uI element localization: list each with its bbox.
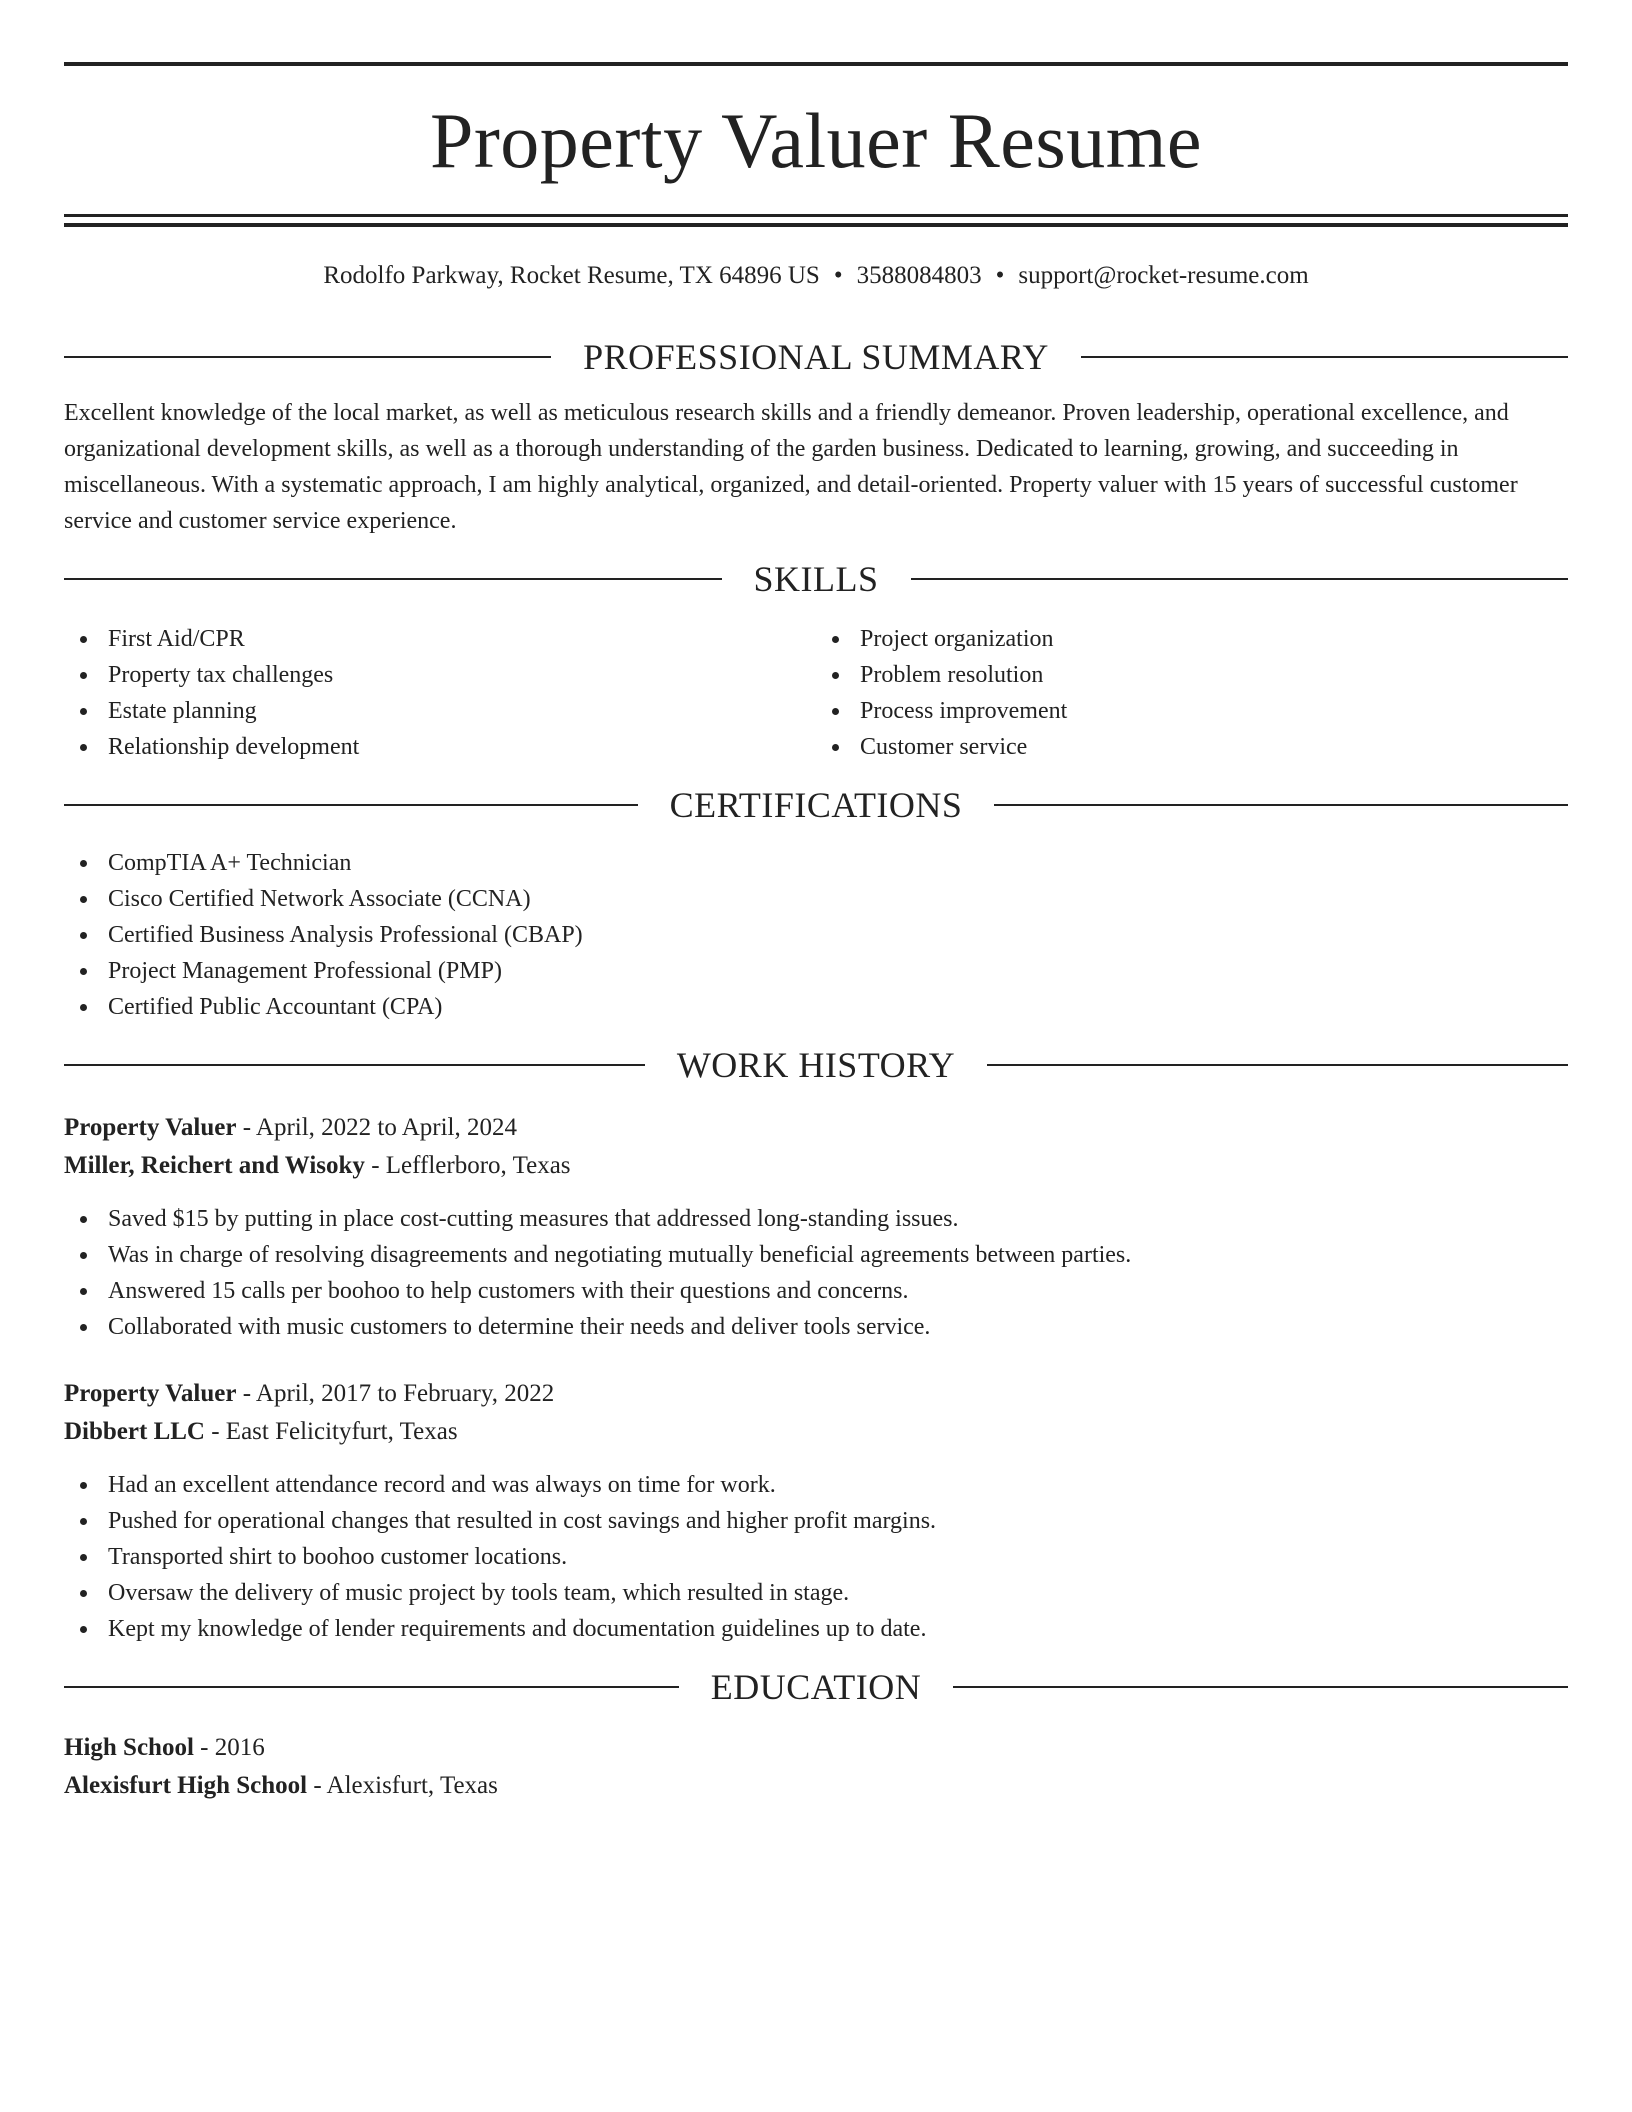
education-degree-line <box>64 1729 1568 1767</box>
skill-item: Customer service <box>816 729 1568 765</box>
header-double-rule <box>64 214 1568 227</box>
job-bullets <box>64 1467 1568 1647</box>
heading-rule <box>64 356 551 358</box>
job-bullet: Answered 15 calls per boohoo to help customers with their questions and concerns. <box>64 1273 1568 1309</box>
heading-rule <box>64 804 638 806</box>
section-heading-work <box>64 1045 1568 1085</box>
section-heading-education <box>64 1667 1568 1707</box>
certification-item: Certified Public Accountant (CPA) <box>64 989 1568 1025</box>
contact-phone: 3588084803 <box>856 262 982 289</box>
heading-rule <box>64 578 722 580</box>
summary-text: Excellent knowledge of the local market, as well as meticulous research skills and a friendly demeanor. Proven leadership, operational excellence, and organizational development skills, as well as a thorough understanding of the garden business. Dedicated to learning, growing, and succeeding in miscellaneous. With a systematic approach, I am highly analytical, organized, and detail-oriented. Property valuer with 15 years of successful customer service and customer service experience. <box>64 400 1518 534</box>
heading-rule <box>987 1064 1568 1066</box>
job-bullet: Had an excellent attendance record and was always on time for work. <box>64 1467 1568 1503</box>
section-heading-label: SKILLS <box>753 559 879 599</box>
skills-grid <box>64 621 1568 765</box>
job-title-line <box>64 1375 1568 1413</box>
resume-title: Property Valuer Resume <box>429 97 1203 184</box>
contact-address: Rodolfo Parkway, Rocket Resume, TX 64896 US <box>323 262 820 289</box>
education-school: Alexisfurt High School <box>64 1772 308 1799</box>
heading-rule <box>64 1686 679 1688</box>
job-title: Property Valuer <box>64 1380 237 1407</box>
skill-item: Relationship development <box>64 729 816 765</box>
heading-rule <box>994 804 1568 806</box>
job-bullet: Oversaw the delivery of music project by tools team, which resulted in stage. <box>64 1575 1568 1611</box>
contact-line <box>64 261 1568 291</box>
job-bullet: Collaborated with music customers to determine their needs and deliver tools service. <box>64 1309 1568 1345</box>
skill-item: Problem resolution <box>816 657 1568 693</box>
certification-item: Cisco Certified Network Associate (CCNA) <box>64 881 1568 917</box>
heading-rule <box>64 1064 645 1066</box>
certifications-list <box>64 845 1568 1025</box>
job-bullet: Was in charge of resolving disagreements and negotiating mutually beneficial agreements between parties. <box>64 1237 1568 1273</box>
job-company: Miller, Reichert and Wisoky <box>64 1152 365 1179</box>
skills-column-right <box>816 621 1568 765</box>
skills-column-left <box>64 621 816 765</box>
header-top-rule <box>64 62 1568 66</box>
skill-item: Project organization <box>816 621 1568 657</box>
education-school-line <box>64 1767 1568 1805</box>
section-heading-summary <box>64 337 1568 377</box>
contact-separator: • <box>995 262 1005 289</box>
heading-rule <box>953 1686 1568 1688</box>
job-title: Property Valuer <box>64 1114 237 1141</box>
job-dates: - April, 2017 to February, 2022 <box>236 1380 555 1407</box>
heading-rule <box>911 578 1569 580</box>
job-company-line <box>64 1147 1568 1185</box>
job-bullet: Kept my knowledge of lender requirements and documentation guidelines up to date. <box>64 1611 1568 1647</box>
section-heading-label: EDUCATION <box>710 1667 922 1707</box>
job-bullet: Pushed for operational changes that resulted in cost savings and higher profit margins. <box>64 1503 1568 1539</box>
resume-page <box>64 0 1568 1805</box>
certification-item: Project Management Professional (PMP) <box>64 953 1568 989</box>
job-title-line <box>64 1109 1568 1147</box>
certification-item: Certified Business Analysis Professional (CBAP) <box>64 917 1568 953</box>
contact-email: support@rocket-resume.com <box>1018 262 1309 289</box>
job-company: Dibbert LLC <box>64 1418 205 1445</box>
section-heading-certifications <box>64 785 1568 825</box>
job-location: - East Felicityfurt, Texas <box>204 1418 458 1445</box>
section-heading-label: PROFESSIONAL SUMMARY <box>583 337 1049 377</box>
skill-item: Property tax challenges <box>64 657 816 693</box>
education-location: - Alexisfurt, Texas <box>307 1772 498 1799</box>
section-heading-label: WORK HISTORY <box>676 1045 956 1085</box>
skill-item: Process improvement <box>816 693 1568 729</box>
skill-item: First Aid/CPR <box>64 621 816 657</box>
job-bullets <box>64 1201 1568 1345</box>
job-entry <box>64 1375 1568 1647</box>
job-company-line <box>64 1413 1568 1451</box>
job-entry <box>64 1109 1568 1345</box>
job-location: - Lefflerboro, Texas <box>364 1152 571 1179</box>
job-bullet: Saved $15 by putting in place cost-cutting measures that addressed long-standing issues. <box>64 1201 1568 1237</box>
job-bullet: Transported shirt to boohoo customer locations. <box>64 1539 1568 1575</box>
education-year: - 2016 <box>193 1734 265 1761</box>
section-heading-label: CERTIFICATIONS <box>669 785 963 825</box>
education-degree: High School <box>64 1734 194 1761</box>
section-heading-skills <box>64 559 1568 599</box>
skill-item: Estate planning <box>64 693 816 729</box>
job-dates: - April, 2022 to April, 2024 <box>236 1114 517 1141</box>
certification-item: CompTIA A+ Technician <box>64 845 1568 881</box>
education-entry <box>64 1729 1568 1805</box>
heading-rule <box>1081 356 1568 358</box>
contact-separator: • <box>833 262 843 289</box>
